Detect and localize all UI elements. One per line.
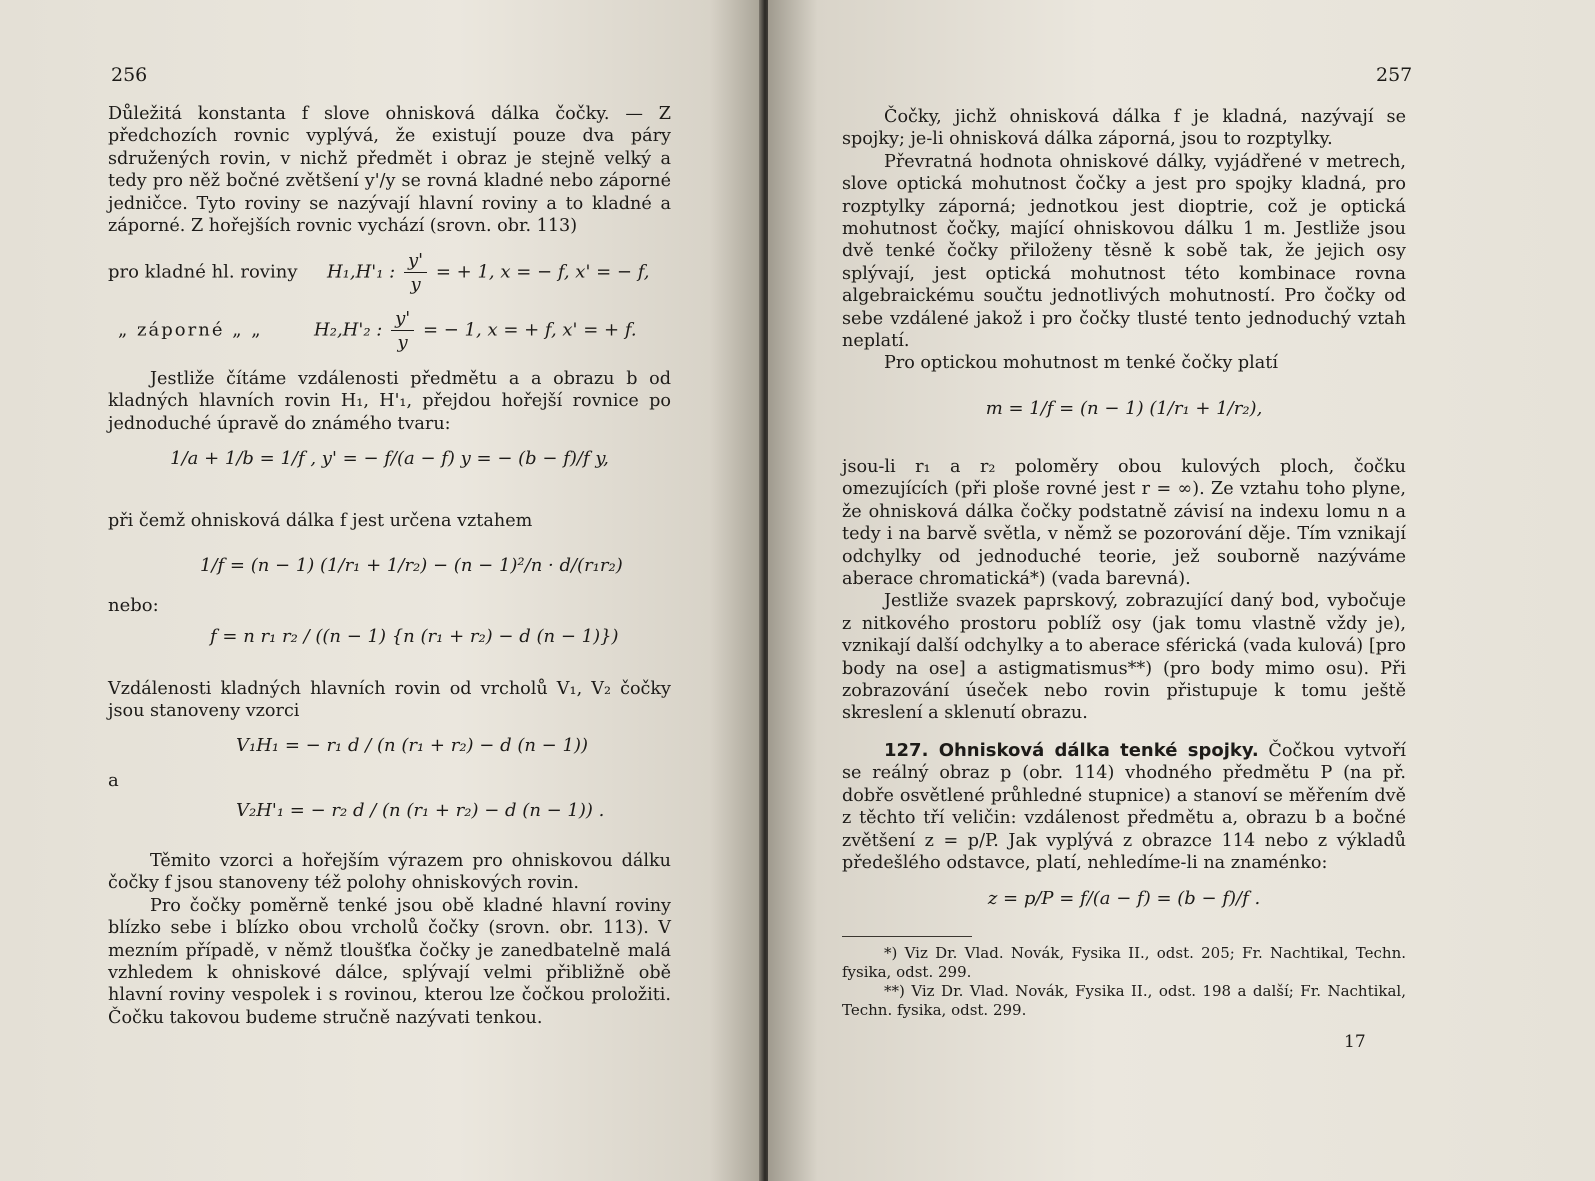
fraction-num: y'	[404, 250, 427, 273]
equation-magnification: z = p/P = f/(a − f) = (b − f)/f .	[987, 888, 1261, 909]
footnote: *) Viz Dr. Vlad. Novák, Fysika II., odst. 205; Fr. Nachtikal, Techn. fysika, odst. 299.	[842, 944, 1406, 981]
equation-planes: H₁,H'₁ :	[326, 261, 396, 283]
paragraph-text: při čemž ohnisková dálka f jest určena vztahem	[108, 511, 533, 531]
paragraph-text: Důležitá konstanta f slove ohnisková dálka čočky. — Z předchozích rovnic vyplývá, že existují pouze dva páry sdružených rovin, v nichž předmět i obraz je stejně velký a tedy pro něž bočné zvětšení y'/y se rovná kladné nebo záporné jedničce. Tyto roviny se nazývají hlavní roviny a to kladné a záporné. Z hořejších rovnic vychází (srovn. obr. 113)	[108, 104, 671, 237]
paragraph-text: Čočky, jichž ohnisková dálka f je kladná, nazývají se spojky; je-li ohnisková dálka záporná, jsou to rozptylky.	[842, 107, 1406, 150]
paragraph	[108, 850, 671, 1029]
paragraph	[842, 456, 1406, 725]
paragraph-text: Těmito vzorci a hořejším výrazem pro ohniskovou dálku čočky f jsou stanoveny též polohy ohniskových rovin.	[108, 851, 671, 894]
footnote: **) Viz Dr. Vlad. Novák, Fysika II., odst. 198 a další; Fr. Nachtikal, Techn. fysika, odst. 299.	[842, 982, 1406, 1019]
label-nebo: nebo:	[108, 595, 159, 616]
paragraph	[842, 352, 1406, 374]
fraction-num: y'	[391, 308, 414, 331]
paragraph	[108, 368, 671, 435]
equation-planes: H₂,H'₂ :	[314, 319, 383, 341]
section-heading: 127. Ohnisková dálka tenké spojky.	[884, 740, 1259, 761]
equation-focal-2: f = n r₁ r₂ / ((n − 1) {n (r₁ + r₂) − d (n − 1)})	[210, 626, 619, 647]
label-a: a	[108, 770, 119, 791]
equation-optical-power: m = 1/f = (n − 1) (1/r₁ + 1/r₂),	[985, 398, 1263, 419]
fraction	[391, 308, 414, 353]
section-127	[842, 740, 1406, 874]
footnote-rule	[842, 936, 972, 937]
paragraph	[108, 678, 671, 723]
page-number: 256	[111, 64, 148, 86]
paragraph-text: Převratná hodnota ohniskové dálky, vyjádřené v metrech, slove optická mohutnost čočky a jest pro spojky kladná, pro rozptylky záporná; jednotkou jest dioptrie, což je optická mohutnost čočky, mající ohniskovou dálku 1 m. Jestliže jsou dvě tenké čočky přiloženy těsně k sobě tak, že jejich osy splývají, jest optická mohutnost této kombinace rovna algebraickému součtu jednotlivých mohutností. Pro čočky od sebe vzdálené jakož i pro čočky tlusté tento jednoduchý vztah neplatí.	[842, 151, 1406, 352]
equation-v2: V₂H'₁ = − r₂ d / (n (r₁ + r₂) − d (n − 1)) .	[236, 800, 605, 821]
equation-v1: V₁H₁ = − r₁ d / (n (r₁ + r₂) − d (n − 1))	[236, 735, 588, 756]
paragraph	[842, 106, 1406, 352]
fraction	[404, 250, 427, 295]
paragraph-text: Vzdálenosti kladných hlavních rovin od vrcholů V₁, V₂ čočky jsou stanoveny vzorci	[108, 679, 671, 722]
equation-focal-1: 1/f = (n − 1) (1/r₁ + 1/r₂) − (n − 1)²/n · d/(r₁r₂)	[200, 555, 623, 576]
paragraph	[108, 510, 671, 532]
right-page	[768, 0, 1595, 1181]
footnotes	[842, 944, 1406, 1020]
equation-label: „ záporné „ „	[118, 319, 263, 341]
page-number: 257	[1376, 64, 1413, 86]
paragraph-text: Jestliže svazek paprskový, zobrazující daný bod, vybočuje z nitkového prostoru poblíž osy (jak tomu vlastně vždy je), vznikají další odchylky a to aberace sférická (vada kulová) [pro body na ose] a astigmatismus**) (pro body mimo osu). Při zobrazování úseček nebo rovin přistupuje k tomu ještě skreslení a sklenutí obrazu.	[842, 591, 1406, 724]
paragraph-text: Čočkou vytvoří se reálný obraz p (obr. 114) vhodného předmětu P (na př. dobře osvětlené průhledné stupnice) a stanoví se měřením dvě z těchto tří veličin: vzdálenost předmětu a, obrazu b a bočné zvětšení z = p/P. Jak vyplývá z obrazce 114 nebo z výkladů předešlého odstavce, platí, nehledíme-li na znaménko:	[842, 741, 1406, 874]
signature-mark: 17	[1344, 1032, 1366, 1052]
paragraph-text: jsou-li r₁ a r₂ poloměry obou kulových ploch, čočku omezujících (při ploše rovné jest r = ∞). Ze vztahu toho plyne, že ohnisková dálka čočky podstatně závisí na indexu lomu n a tedy i na barvě světla, v němž se pozorování děje. Tím vznikají odchylky od jednoduché teorie, jež souborně nazýváme aberace chromatická*) (vada barevná).	[842, 457, 1406, 590]
fraction-den: y	[397, 332, 408, 353]
equation-kladne	[108, 250, 649, 295]
equation-rest: = + 1, x = − f, x' = − f,	[435, 261, 650, 283]
fraction-den: y	[410, 274, 421, 295]
paragraph-text: Pro optickou mohutnost m tenké čočky platí	[884, 353, 1278, 373]
equation-rest: = − 1, x = + f, x' = + f.	[422, 319, 637, 341]
left-page	[0, 0, 763, 1181]
paragraph	[108, 103, 671, 237]
equation-label: pro kladné hl. roviny	[108, 261, 298, 283]
equation-lens: 1/a + 1/b = 1/f , y' = − f/(a − f) y = − (b − f)/f y,	[170, 448, 609, 469]
paragraph-text: Pro čočky poměrně tenké jsou obě kladné hlavní roviny blízko sebe i blízko obou vrcholů čočky (srovn. obr. 113). V mezním případě, v němž tloušťka čočky je zanedbatelně malá vzhledem k ohniskové dálce, splývají velmi přibližně obě hlavní roviny vespolek i s rovinou, kterou lze čočkou proložiti. Čočku takovou budeme stručně nazývati tenkou.	[108, 895, 671, 1028]
paragraph-text: Jestliže čítáme vzdálenosti předmětu a a obrazu b od kladných hlavních rovin H₁, H'₁, přejdou hořejší rovnice po jednoduché úpravě do známého tvaru:	[108, 369, 671, 434]
equation-zaporne	[118, 308, 637, 353]
